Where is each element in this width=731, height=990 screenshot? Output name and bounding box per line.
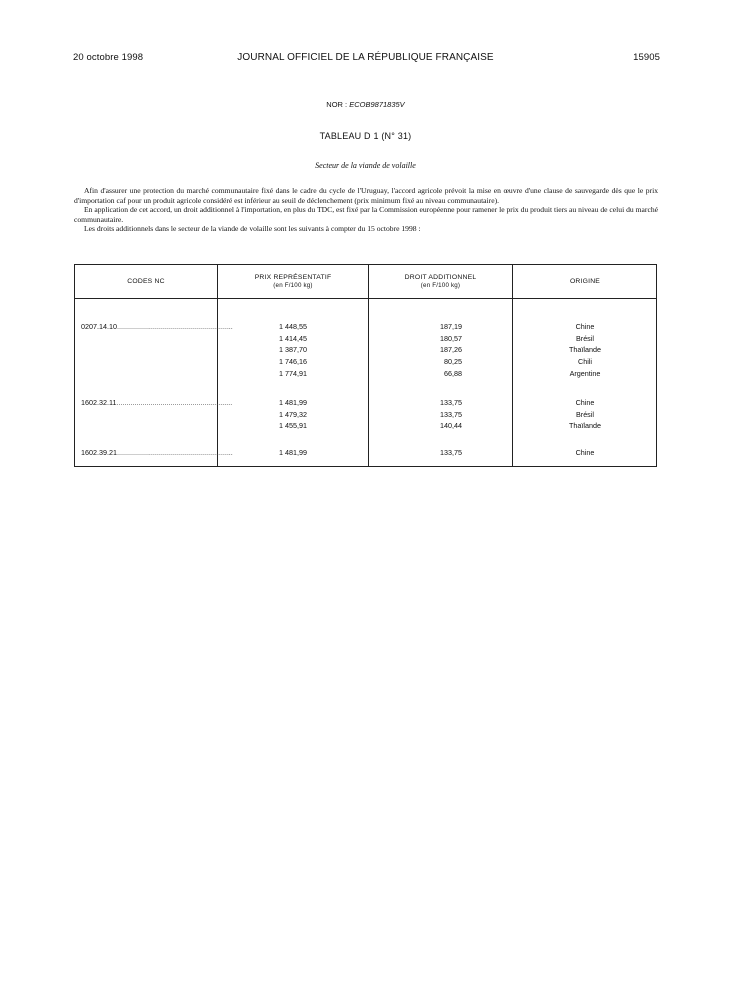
prix-values: 1 481,99 — [279, 448, 307, 457]
header-droit-unit: (en F/100 kg) — [420, 281, 461, 289]
droit-values: 133,75 — [440, 448, 462, 457]
nor-code: ECOB9871835V — [349, 100, 405, 109]
code-value: 1602.32.11 — [81, 398, 117, 407]
prix-values: 1 481,99 1 479,32 1 455,91 — [279, 398, 307, 431]
droit-values: 133,75 133,75 140,44 — [440, 398, 462, 431]
secteur-heading: Secteur de la viande de volaille — [315, 161, 416, 170]
table-row-code — [81, 448, 233, 457]
nor-label: NOR : — [326, 100, 348, 109]
origine-values: Chine Brésil Thaïlande — [569, 398, 601, 431]
tableau-title: TABLEAU D 1 (N° 31) — [319, 131, 412, 141]
header-divider — [75, 298, 656, 299]
journal-title: JOURNAL OFFICIEL DE LA RÉPUBLIQUE FRANÇAISE — [237, 52, 494, 63]
duties-table — [74, 264, 657, 467]
page-number: 15905 — [633, 52, 660, 63]
origine-values: Chine Brésil Thaïlande Chili Argentine — [569, 322, 601, 378]
droit-values: 187,19 180,57 187,26 80,25 66,88 — [440, 322, 462, 378]
leader-dots: .......................................................... — [116, 448, 233, 457]
table-row-code — [81, 322, 233, 331]
header-codes-nc — [75, 265, 217, 298]
header-droit — [369, 265, 512, 298]
header-prix-label: PRIX REPRÉSENTATIF — [254, 273, 332, 281]
prix-values: 1 448,55 1 414,45 1 387,70 1 746,16 1 774,91 — [279, 322, 307, 378]
header-date: 20 octobre 1998 — [73, 52, 144, 63]
leader-dots: .......................................................... — [116, 322, 233, 331]
header-prix-unit: (en F/100 kg) — [273, 281, 313, 289]
origine-values: Chine — [575, 448, 595, 457]
paragraph-3: Les droits additionnels dans le secteur de la viande de volaille sont les suivants à compter du 15 octobre 1998 : — [84, 224, 421, 234]
header-codes-label: CODES NC — [127, 277, 165, 285]
nor-reference — [0, 100, 731, 109]
code-value: 0207.14.10 — [81, 322, 117, 331]
leader-dots: .......................................................... — [116, 398, 233, 407]
header-droit-label: DROIT ADDITIONNEL — [404, 273, 477, 281]
header-origine — [513, 265, 657, 298]
code-value: 1602.39.21 — [81, 448, 117, 457]
paragraph-1: Afin d'assurer une protection du marché communautaire fixé dans le cadre du cycle de l'Uruguay, l'accord agricole prévoit la mise en œuvre d'une clause de sauvegarde dès que le prix d'importation caf pour un produit agricole considéré est inférieur au seuil de déclenchement (prix minimum fixé au niveau communautaire). — [74, 186, 658, 205]
header-prix — [218, 265, 368, 298]
paragraph-2: En application de cet accord, un droit additionnel à l'importation, en plus du TDC, est fixé par la Commission européenne pour ramener le prix du produit tiers au niveau de celui du marché communautaire. — [74, 205, 658, 224]
intro-text — [74, 186, 658, 234]
table-row-code — [81, 398, 233, 407]
header-origine-label: ORIGINE — [569, 277, 601, 285]
